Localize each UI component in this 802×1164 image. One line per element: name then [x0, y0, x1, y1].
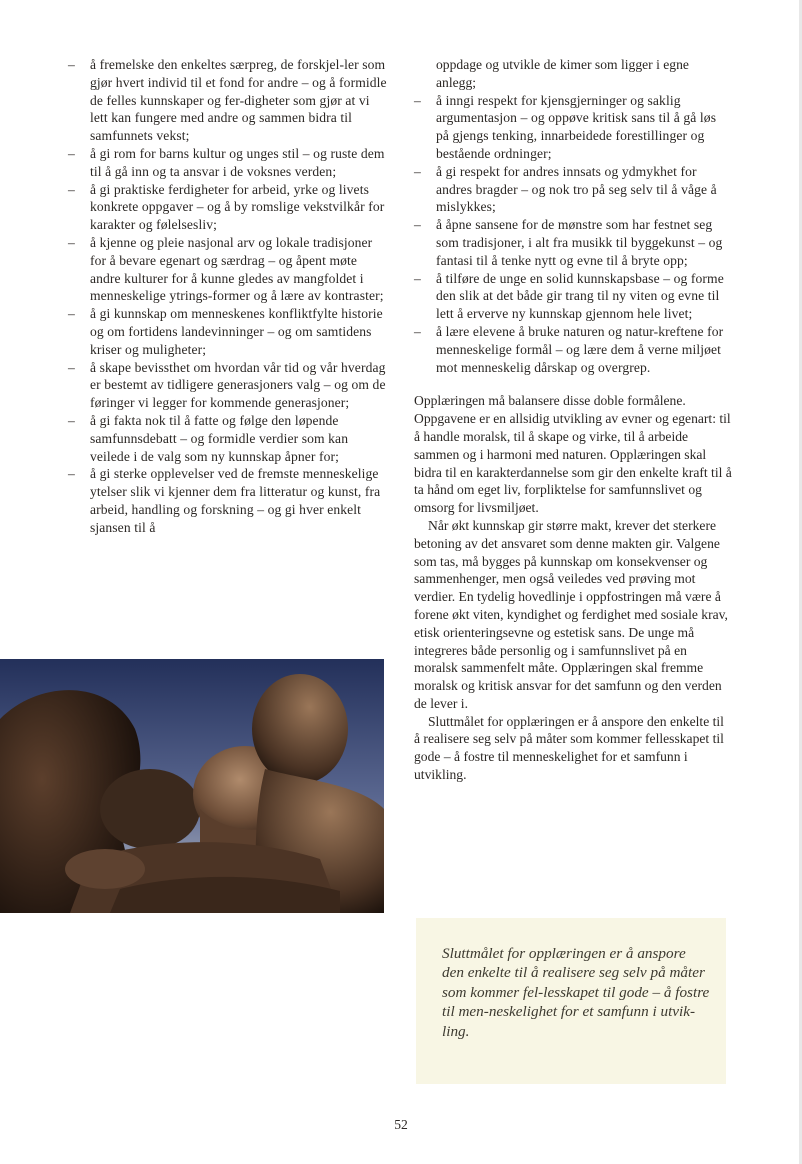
list-item	[68, 359, 388, 412]
sculpture-photo	[0, 659, 384, 913]
list-item-text: å åpne sansene for de mønstre som har festnet seg som tradisjoner, i alt fra musikk til byggekunst – og fantasi til å tenke nytt og evne til å bryte opp;	[436, 217, 723, 268]
list-item-text: å kjenne og pleie nasjonal arv og lokale tradisjoner for å bevare egenart og særdrag – og åpent møte andre kulturer for å kunne gledes av mangfoldet i menneskelige ytrings-former og å lære av kontraster;	[90, 234, 384, 304]
paragraph: Opplæringen må balansere disse doble formålene. Oppgavene er en allsidig utvikling av evner og egenart: til å handle moralsk, til å skape og virke, til å arbeide sammen og i harmoni med naturen. Opplæringen skal bidra til en karakterdannelse som gir den enkelte kraft til å ta hånd om eget liv, forpliktelse for samfunnslivet og omsorg for livsmiljøet.	[414, 393, 732, 516]
list-item	[68, 412, 388, 465]
list-item	[68, 181, 388, 234]
paragraph: Når økt kunnskap gir større makt, krever det sterkere betoning av det ansvaret som denne makten gir. Valgene som tas, må bygges på kunnskap om konsekvenser og sammenhenger, men også veiledes ved prøving mot verdier. En tydelig hovedlinje i oppfostringen må være å forene økt viten, kyndighet og ferdighet med sosiale krav, etisk orienteringsevne og estetisk sans. De unge må integreres både personlig og i samfunnslivet på en moralsk sammenfelt måte. Opplæringen skal fremme moralsk og kritisk ansvar for det samfunn og den verden de lever i.	[414, 517, 728, 711]
right-goal-list	[414, 92, 732, 377]
list-continuation-text: oppdage og utvikle de kimer som ligger i egne anlegg;	[436, 57, 689, 90]
dash-bullet: –	[414, 217, 421, 233]
dash-bullet: –	[414, 270, 421, 286]
dash-bullet: –	[68, 466, 75, 482]
list-item	[68, 56, 388, 145]
list-item-text: å gi praktiske ferdigheter for arbeid, yrke og livets konkrete oppgaver – og å by romslige vekstvilkår for karakter og følelsesliv;	[90, 181, 385, 233]
list-item	[414, 92, 732, 163]
list-item-text: å gi respekt for andres innsats og ydmykhet for andres bragder – og nok tro på seg selv til å våge å mislykkes;	[436, 163, 717, 215]
list-item	[414, 216, 732, 269]
list-item	[68, 145, 388, 181]
dash-bullet: –	[414, 323, 421, 339]
list-item-text: å gi rom for barns kultur og unges stil – og ruste dem til å gå inn og ta ansvar i de voksnes verden;	[90, 145, 385, 179]
dash-bullet: –	[414, 163, 421, 179]
left-column	[68, 56, 388, 537]
body-text	[414, 392, 732, 784]
list-item-text: å gi sterke opplevelser ved de fremste menneskelige ytelser slik vi kjenner dem fra litteratur og kunst, fra arbeid, handling og forskning – og gi hver enkelt sjansen til å	[90, 466, 381, 535]
dash-bullet: –	[68, 57, 75, 72]
left-goal-list	[68, 56, 388, 537]
list-item	[68, 234, 388, 305]
list-item	[68, 305, 388, 358]
dash-bullet: –	[68, 145, 75, 161]
dash-bullet: –	[68, 306, 75, 322]
dash-bullet: –	[68, 234, 75, 250]
dash-bullet: –	[68, 359, 75, 375]
list-item-text: å gi kunnskap om menneskenes konfliktfylte historie og om fortidens landevinninger – og om samtidens kriser og muligheter;	[90, 306, 383, 357]
dash-bullet: –	[68, 412, 75, 428]
dash-bullet: –	[414, 92, 421, 108]
list-item	[414, 323, 732, 376]
sculpture-image	[0, 659, 384, 913]
list-item-text: å inngi respekt for kjensgjerninger og saklig argumentasjon – og oppøve kritisk sans til å gå løs på gjengs tenking, innarbeidede forestillinger og bestående ordninger;	[436, 92, 717, 161]
right-column	[414, 56, 732, 784]
dash-bullet: –	[68, 181, 75, 197]
list-item	[68, 465, 388, 536]
list-item	[414, 270, 732, 323]
pull-quote-box	[416, 918, 726, 1084]
page-number: 52	[394, 1117, 408, 1132]
list-item-text: å gi fakta nok til å fatte og følge den løpende samfunnsdebatt – og formidle verdier som kan veilede i de valg som ny kunnskap åpner for;	[90, 412, 349, 464]
list-item-text: å tilføre de unge en solid kunnskapsbase – og forme den slik at det både gir trang til ny viten og evne til lett å erverve ny kunnskap gjennom hele livet;	[436, 270, 724, 322]
paragraph: Sluttmålet for opplæringen er å anspore den enkelte til å realisere seg selv på måter som kommer fellesskapet til gode – å fostre til menneskelighet for et samfunn i utvikling.	[414, 713, 724, 783]
list-item-text: å skape bevissthet om hvordan vår tid og vår hverdag er bestemt av tidligere generasjoners valg – og om de føringer vi legger for kommende generasjoner;	[90, 359, 386, 411]
list-item	[414, 163, 732, 216]
pull-quote-text: Sluttmålet for opplæringen er å anspore den enkelte til å realisere seg selv på måter som kommer fel-lesskapet til gode – å fostre til men-neskelighet for et samfunn i utvik-ling.	[442, 945, 710, 1040]
list-item-text: å lære elevene å bruke naturen og natur-kreftene for menneskelige formål – og lære dem å verne miljøet mot menneskelig dårskap og overgrep.	[436, 323, 724, 375]
list-item-text: å fremelske den enkeltes særpreg, de forskjel-ler som gjør hvert individ til et fond for andre – og å formidle de felles kunnskaper og fer-digheter som gjør at vi lett kan fungere med andre og sammen bidra til samfunnets vekst;	[90, 57, 387, 144]
